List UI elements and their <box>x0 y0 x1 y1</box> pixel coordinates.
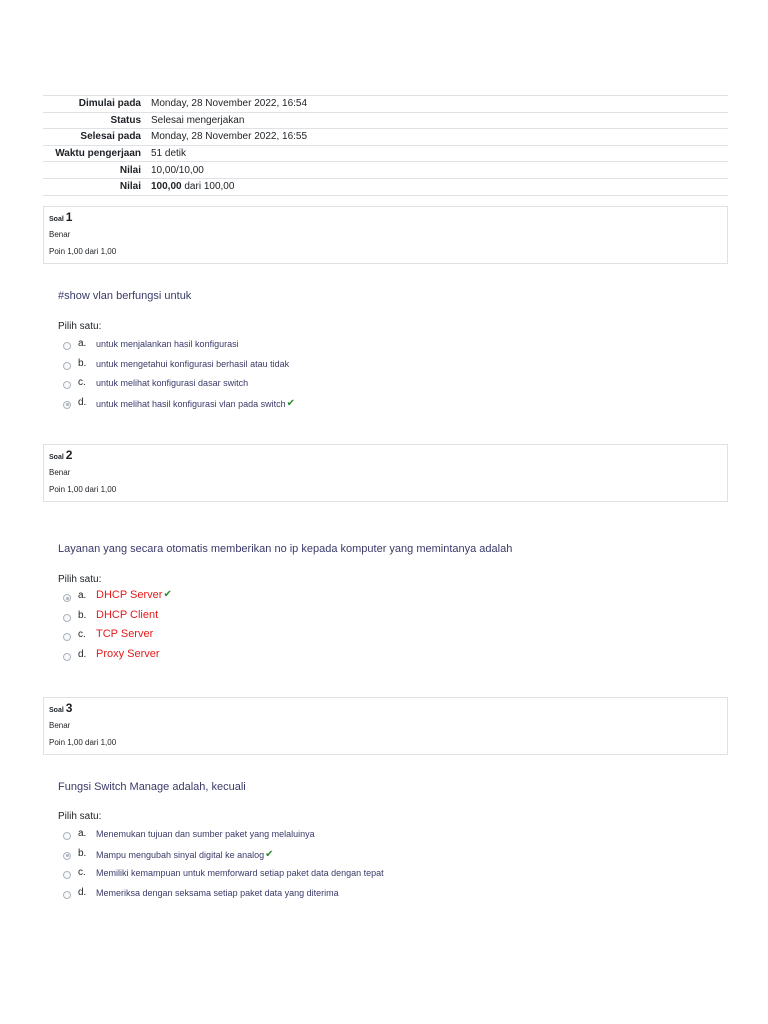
radio-button[interactable] <box>63 362 71 370</box>
check-icon: ✔ <box>286 397 295 409</box>
question-number: Soal 2 <box>49 448 73 462</box>
option-b[interactable] <box>63 848 723 868</box>
summary-label: Waktu pengerjaan <box>55 148 141 160</box>
radio-button-selected[interactable] <box>63 852 71 860</box>
option-text: untuk melihat konfigurasi dasar switch <box>96 378 249 389</box>
summary-row-grade <box>43 178 728 195</box>
choose-one-prompt: Pilih satu: <box>58 574 102 585</box>
option-letter: d. <box>78 396 87 408</box>
option-letter: a. <box>78 590 87 601</box>
summary-row-time-taken <box>43 145 728 162</box>
question-info-3 <box>43 697 728 755</box>
option-c[interactable] <box>63 867 723 887</box>
radio-button[interactable] <box>63 891 71 899</box>
check-icon: ✔ <box>265 848 274 860</box>
option-b[interactable] <box>63 610 723 630</box>
summary-value: Selesai mengerjakan <box>151 114 245 126</box>
choose-one-prompt: Pilih satu: <box>58 811 102 822</box>
option-letter: d. <box>78 886 87 898</box>
radio-button[interactable] <box>63 614 71 622</box>
summary-row-started <box>43 96 728 113</box>
question-state: Benar <box>49 721 71 730</box>
option-d[interactable] <box>63 649 723 669</box>
option-letter: c. <box>78 867 86 879</box>
radio-button[interactable] <box>63 633 71 641</box>
choose-one-prompt: Pilih satu: <box>58 321 102 332</box>
question-info-1 <box>43 206 728 264</box>
option-text: Proxy Server <box>96 647 160 660</box>
option-text: DHCP Client <box>96 608 159 621</box>
summary-label: Nilai <box>119 164 141 176</box>
option-a[interactable] <box>63 338 723 358</box>
option-letter: c. <box>78 377 86 389</box>
answer-options-2 <box>63 590 723 668</box>
question-number: Soal 3 <box>49 701 73 715</box>
summary-row-status <box>43 112 728 129</box>
summary-value: 51 detik <box>151 148 187 160</box>
question-text-1: #show vlan berfungsi untuk <box>58 290 192 302</box>
option-text: Memiliki kemampuan untuk memforward setiap paket data dengan tepat <box>96 868 384 879</box>
option-d[interactable] <box>63 887 723 907</box>
answer-options-3 <box>63 828 723 906</box>
question-text-2: Layanan yang secara otomatis memberikan no ip kepada komputer yang memintanya adalah <box>58 543 513 555</box>
option-letter: c. <box>78 629 86 641</box>
question-grade: Poin 1,00 dari 1,00 <box>49 738 117 747</box>
radio-button[interactable] <box>63 653 71 661</box>
radio-button[interactable] <box>63 832 71 840</box>
option-d[interactable] <box>63 397 723 417</box>
option-c[interactable] <box>63 629 723 649</box>
summary-value: 10,00/10,00 <box>151 164 204 176</box>
summary-value: Monday, 28 November 2022, 16:55 <box>151 131 308 143</box>
option-text-with-check: untuk melihat hasil konfigurasi vlan pada switch✔ <box>96 397 295 409</box>
radio-button-selected[interactable] <box>63 401 71 409</box>
option-b[interactable] <box>63 358 723 378</box>
option-text: TCP Server <box>96 628 154 641</box>
summary-label: Dimulai pada <box>78 98 141 110</box>
option-text: Menemukan tujuan dan sumber paket yang melaluinya <box>96 829 315 839</box>
radio-button[interactable] <box>63 342 71 350</box>
question-state: Benar <box>49 230 71 239</box>
question-state: Benar <box>49 468 71 477</box>
option-letter: a. <box>78 828 87 839</box>
summary-value <box>151 178 728 195</box>
radio-button[interactable] <box>63 871 71 879</box>
option-letter: b. <box>78 847 87 859</box>
option-c[interactable] <box>63 377 723 397</box>
question-text-3: Fungsi Switch Manage adalah, kecuali <box>58 781 246 793</box>
answer-options-1 <box>63 338 723 416</box>
question-grade: Poin 1,00 dari 1,00 <box>49 247 117 256</box>
summary-row-marks <box>43 162 728 179</box>
question-grade: Poin 1,00 dari 1,00 <box>49 485 117 494</box>
summary-value: Monday, 28 November 2022, 16:54 <box>151 98 308 110</box>
summary-label: Nilai <box>119 181 141 193</box>
grade-out-of: dari 100,00 <box>181 181 235 193</box>
question-info-2 <box>43 444 728 502</box>
option-text: Memeriksa dengan seksama setiap paket data yang diterima <box>96 887 339 898</box>
option-letter: b. <box>78 357 87 369</box>
grade-score: 100,00 <box>151 181 182 193</box>
option-a[interactable] <box>63 828 723 848</box>
option-letter: d. <box>78 648 87 660</box>
summary-label: Selesai pada <box>80 131 141 143</box>
option-text: untuk menjalankan hasil konfigurasi <box>96 339 239 349</box>
check-icon: ✔ <box>163 589 172 600</box>
radio-button[interactable] <box>63 381 71 389</box>
quiz-review-page <box>43 95 728 898</box>
option-letter: b. <box>78 609 87 621</box>
summary-row-completed <box>43 129 728 146</box>
question-number: Soal 1 <box>49 210 73 224</box>
attempt-summary-table <box>43 95 728 196</box>
option-letter: a. <box>78 338 87 349</box>
summary-label: Status <box>110 114 141 126</box>
option-a[interactable] <box>63 590 723 610</box>
radio-button-selected[interactable] <box>63 594 71 602</box>
option-text-with-check: Mampu mengubah sinyal digital ke analog✔ <box>96 848 274 860</box>
option-text: untuk mengetahui konfigurasi berhasil atau tidak <box>96 358 290 369</box>
option-text-with-check: DHCP Server✔ <box>96 589 172 601</box>
